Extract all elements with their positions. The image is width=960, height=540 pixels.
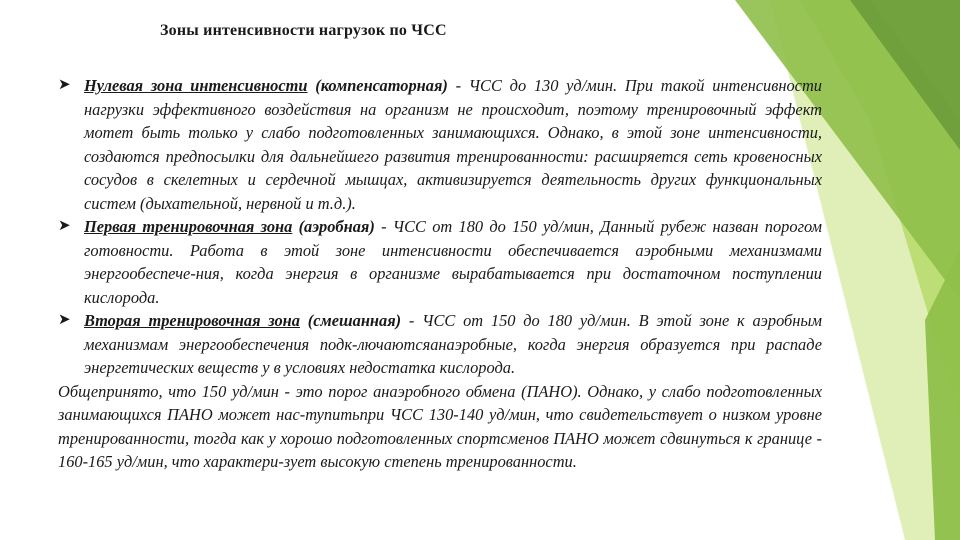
list-item-zone-1 xyxy=(58,215,822,309)
zone-label: Нулевая зона интенсивности xyxy=(84,76,308,95)
zone-kind: (смешанная) xyxy=(307,311,402,330)
slide-body xyxy=(58,74,822,474)
list-item-zone-0 xyxy=(58,74,822,215)
zone-text: - ЧСС до 130 уд/мин. При такой интенсивности нагрузки эффективного воздействия на организм не происходит, поэтому тренировочный эффект мотет быть только у слабо подготовленных занимающихся. Однако, в этой зоне интенсивности, создаются предпосылки для дальнейшего развития тренированности: расширяется сеть кровеносных сосудов в скелетных и сердечной мышцах, активизируется деятельность других функциональных систем (дыхательной, нервной и т.д.). xyxy=(84,76,822,213)
arrow-bullet-icon: ➤ xyxy=(58,77,71,93)
arrow-bullet-icon: ➤ xyxy=(58,218,71,234)
zone-kind: (аэробная) xyxy=(298,217,375,236)
slide-title: Зоны интенсивности нагрузок по ЧСС xyxy=(160,22,447,39)
zone-kind: (компенсаторная) xyxy=(315,76,448,95)
zone-label: Первая тренировочная зона xyxy=(84,217,293,236)
zone-text: - ЧСС от 150 до 180 уд/мин. В этой зоне к аэробным механизмам энергообеспечения подк-лючаютсяанаэробные, когда энергия образуется при распаде энергетических веществ у в условиях недостатка кислорода. xyxy=(84,311,822,377)
zone-text: - ЧСС от 180 до 150 уд/мин, Данный рубеж назван порогом готовности. Работа в этой зоне интенсивности обеспечивается аэробными механизмами энергообеспече-ния, когда энергия в организме вырабатывается при достаточном поступлении кислорода. xyxy=(84,217,822,307)
closing-paragraph: Общепринято, что 150 уд/мин - это порог анаэробного обмена (ПАНО). Однако, у слабо подготовленных занимающихся ПАНО может нас-тупитьпри ЧСС 130-140 уд/мин, что свидетельствует о низком уровне тренированности, тогда как у хорошо подготовленных спортсменов ПАНО может сдвинуться к границе - 160-165 уд/мин, что характери-зует высокую степень тренированности. xyxy=(58,381,822,471)
list-item-zone-2 xyxy=(58,309,822,380)
zone-label: Вторая тренировочная зона xyxy=(84,311,300,330)
arrow-bullet-icon: ➤ xyxy=(58,312,71,328)
